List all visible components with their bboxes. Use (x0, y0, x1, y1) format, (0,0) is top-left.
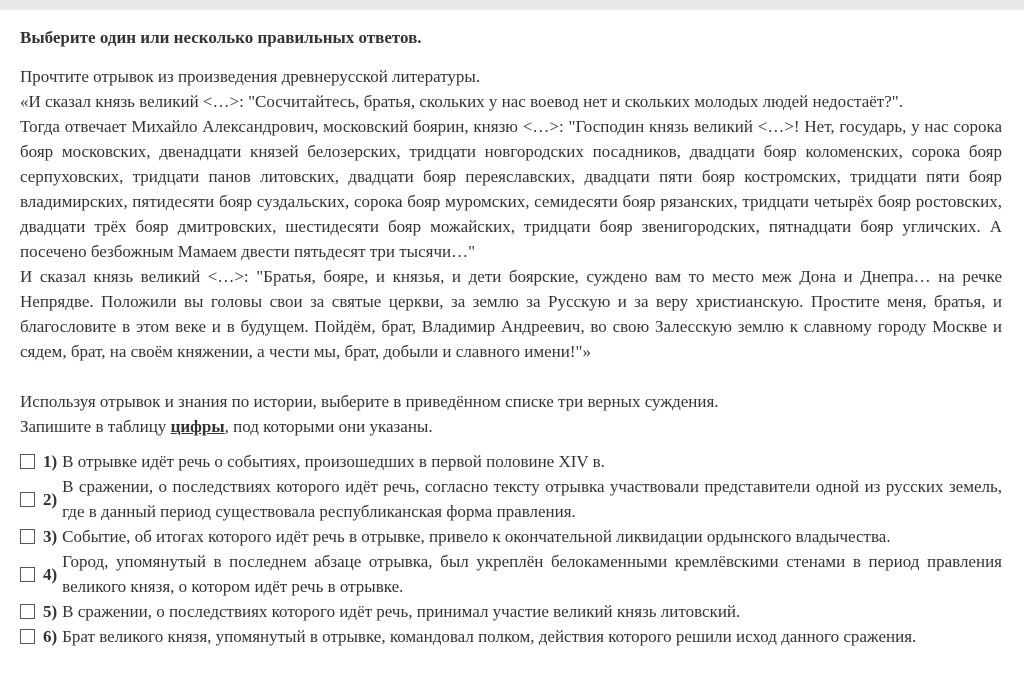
passage-intro: Прочтите отрывок из произведения древнерусской литературы. (20, 67, 481, 86)
question-instruction: Выберите один или несколько правильных ответов. (20, 28, 422, 47)
passage-paragraph: И сказал князь великий <…>: "Братья, бояре, и князья, и дети боярские, суждено вам то место меж Дона и Днепра… на речке Непрядве. Положили вы головы свои за святые церкви, за землю за Русскую и за веру христианскую. Простите меня, братья, и благословите в этом веке и в будущем. Пойдём, брат, Владимир Андреевич, во свою Залесскую землю к славному городу Москве и сядем, брат, на своём княжении, а чести мы, брат, добыли и славного имени!"» (20, 267, 1002, 361)
answer-options (20, 449, 1002, 649)
option-text: Брат великого князя, упомянутый в отрывке, командовал полком, действия которого решили исход данного сражения. (62, 627, 917, 646)
option-number: 1) (43, 452, 58, 471)
passage-paragraph: Тогда отвечает Михайло Александрович, московский боярин, князю <…>: "Господин князь великий <…>! Нет, государь, у нас сорока бояр московских, двенадцати князей белозерских, тридцати новгородских посадников, двадцати бояр коломенских, сорока бояр серпуховских, тридцати панов литовских, двадцати бояр переяславских, двадцати пяти бояр костромских, тридцати пяти бояр владимирских, пятидесяти бояр суздальских, сорока бояр муромских, семидесяти бояр рязанских, тридцати четырёх бояр ростовских, двадцати трёх бояр дмитровских, шестидесяти бояр можайских, тридцати бояр звенигородских, пятнадцати бояр угличских. А посечено безбожным Мамаем двести пятьдесят три тысячи…" (20, 117, 1002, 261)
top-bar (0, 0, 1024, 10)
answer-checkbox-6[interactable] (20, 629, 35, 644)
answer-checkbox-3[interactable] (20, 529, 35, 544)
option-text: В отрывке идёт речь о событиях, произошедших в первой половине XIV в. (62, 452, 605, 471)
task-line (20, 414, 1002, 439)
option-number: 3) (43, 527, 58, 546)
option-text: В сражении, о последствиях которого идёт речь, согласно тексту отрывка участвовали представители одной из русских земель, где в данный период существовала республиканская форма правления. (62, 477, 1002, 521)
source-passage (20, 64, 1002, 364)
option-number: 2) (43, 489, 58, 509)
passage-paragraph: «И сказал князь великий <…>: "Сосчитайтесь, братья, скольких у нас воевод нет и скольких молодых людей недостаёт?". (20, 92, 903, 111)
question-content (0, 10, 1024, 649)
task-prefix: Запишите в таблицу (20, 417, 171, 436)
option-text: В сражении, о последствиях которого идёт речь, принимал участие великий князь литовский. (62, 602, 741, 621)
option-text: Город, упомянутый в последнем абзаце отрывка, был укреплён белокаменными кремлёвскими стенами в период правления великого князя, о котором идёт речь в отрывке. (62, 552, 1002, 596)
task-line: Используя отрывок и знания по истории, выберите в приведённом списке три верных суждения. (20, 392, 719, 411)
option-number: 5) (43, 602, 58, 621)
answer-option-4[interactable] (20, 549, 1002, 599)
option-number: 4) (43, 564, 58, 584)
option-text: Событие, об итогах которого идёт речь в отрывке, привело к окончательной ликвидации ордынского владычества. (62, 527, 891, 546)
answer-option-2[interactable] (20, 474, 1002, 524)
answer-option-5[interactable] (20, 599, 1002, 624)
task-suffix: , под которыми они указаны. (224, 417, 433, 436)
answer-option-6[interactable] (20, 624, 1002, 649)
option-number: 6) (43, 627, 58, 646)
task-text (20, 389, 1002, 439)
task-emphasis: цифры (170, 417, 225, 436)
answer-checkbox-5[interactable] (20, 604, 35, 619)
answer-option-1[interactable] (20, 449, 1002, 474)
answer-checkbox-1[interactable] (20, 454, 35, 469)
answer-checkbox-4[interactable] (20, 567, 35, 582)
answer-option-3[interactable] (20, 524, 1002, 549)
answer-checkbox-2[interactable] (20, 492, 35, 507)
